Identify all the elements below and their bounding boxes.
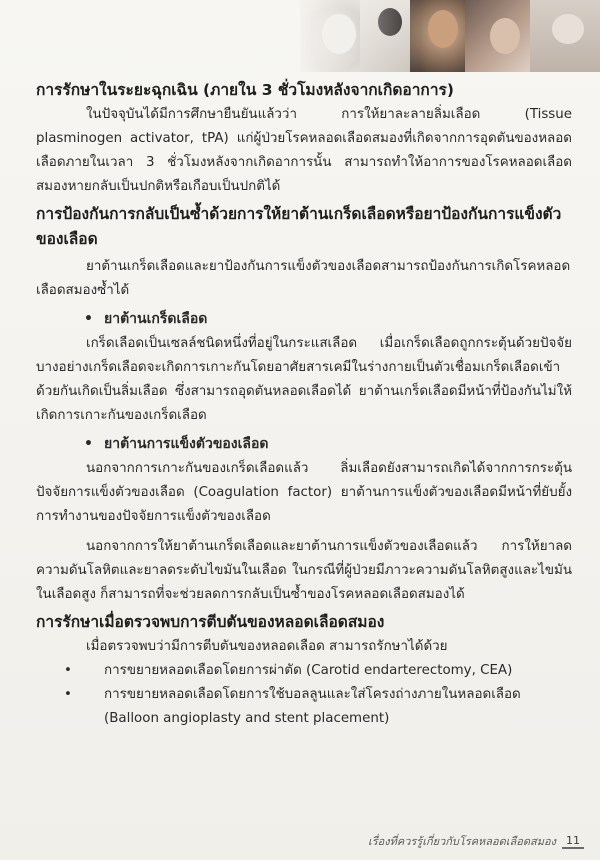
paragraph-antiplatelet: เกร็ดเลือดเป็นเซลล์ชนิดหนึ่งที่อยู่ในกระแสเลือด เมื่อเกร็ดเลือดถูกกระตุ้นด้วยปัจจัยบางอย่างเกร็ดเลือดจะเกิดการเกาะกันโดยอาศัยสารเคมีในร่างกายเป็นตัวเชื่อมเกร็ดเลือดเข้าด้วยกันเกิดเป็นลิ่มเลือด ซึ่งสามารถอุดตันหลอดเลือดได้ ยาต้านเกร็ดเลือดมีหน้าที่ป้องกันไม่ให้เกิดการเกาะกันของเกร็ดเลือด: [36, 336, 572, 423]
section-heading-prevention: การป้องกันการกลับเป็นซ้ำด้วยการให้ยาต้านเกร็ดเลือดหรือยาป้องกันการแข็งตัวของเลือด: [36, 205, 562, 248]
paragraph-risk-factors: นอกจากการให้ยาต้านเกร็ดเลือดและยาต้านการแข็งตัวของเลือดแล้ว การให้ยาลดความดันโลหิตและยาลดระดับไขมันในเลือด ในกรณีที่ผู้ป่วยมีภาวะความดันโลหิตสูงและไขมันในเลือดสูง ก็สามารถที่จะช่วยลดการกลับเป็นซ้ำของโรคหลอดเลือดสมองได้: [36, 539, 572, 602]
bullet-icon: •: [64, 663, 72, 678]
document-body: [36, 78, 572, 731]
banner-figure-5: [552, 14, 584, 44]
footer-title: เรื่องที่ควรรู้เกี่ยวกับโรคหลอดเลือดสมอง: [367, 835, 556, 848]
bullet-icon: •: [84, 436, 93, 452]
paragraph-prevention-intro: ยาต้านเกร็ดเลือดและยาป้องกันการแข็งตัวของเลือดสามารถป้องกันการเกิดโรคหลอดเลือดสมองซ้ำได้: [36, 259, 571, 298]
section-heading-stenosis: การรักษาเมื่อตรวจพบการตีบตันของหลอดเลือดสมอง: [36, 613, 385, 631]
list-item: [64, 683, 572, 731]
subheading-antiplatelet-text: ยาต้านเกร็ดเลือด: [104, 311, 208, 327]
paragraph-stenosis-intro: เมื่อตรวจพบว่ามีการตีบตันของหลอดเลือด สามารถรักษาได้ด้วย: [86, 639, 448, 654]
list-item-text: การขยายหลอดเลือดโดยการผ่าตัด (Carotid endarterectomy, CEA): [104, 663, 513, 678]
header-photo-banner: [300, 0, 600, 72]
banner-figure-3: [428, 10, 458, 48]
section-heading-emergency: การรักษาในระยะฉุกเฉิน (ภายใน 3 ชั่วโมงหลังจากเกิดอาการ): [36, 81, 454, 99]
banner-fade: [300, 0, 420, 72]
bullet-icon: •: [84, 311, 93, 327]
page-footer: [368, 832, 584, 850]
list-item: [64, 659, 572, 683]
paragraph-anticoagulant: นอกจากการเกาะกันของเกร็ดเลือดแล้ว ลิ่มเลือดยังสามารถเกิดได้จากการกระตุ้นปัจจัยการแข็งตัวของเลือด (Coagulation factor) ยาต้านการแข็งตัวของเลือดมีหน้าที่ยับยั้งการทำงานของปัจจัยการแข็งตัวของเลือด: [36, 461, 572, 524]
treatment-list: [64, 659, 572, 731]
banner-figure-4: [490, 18, 520, 54]
subheading-anticoagulant: [84, 431, 572, 457]
page-number: 11: [562, 834, 584, 849]
subheading-antiplatelet: [84, 306, 572, 332]
list-item-text: การขยายหลอดเลือดโดยการใช้บอลลูนและใส่โครงถ่างภายในหลอดเลือด (Balloon angioplasty and stent placement): [104, 687, 521, 726]
paragraph-tpa: ในปัจจุบันได้มีการศึกษายืนยันแล้วว่า การให้ยาละลายลิ่มเลือด (Tissue plasminogen activator, tPA) แก่ผู้ป่วยโรคหลอดเลือดสมองที่เกิดจากการอุดตันของหลอดเลือดภายในเวลา 3 ชั่วโมงหลังจากเกิดอาการนั้น สามารถทำให้อาการของโรคหลอดเลือดสมองหายกลับเป็นปกติหรือเกือบเป็นปกติได้: [36, 107, 572, 194]
bullet-icon: •: [64, 687, 72, 702]
subheading-anticoagulant-text: ยาต้านการแข็งตัวของเลือด: [104, 436, 269, 452]
